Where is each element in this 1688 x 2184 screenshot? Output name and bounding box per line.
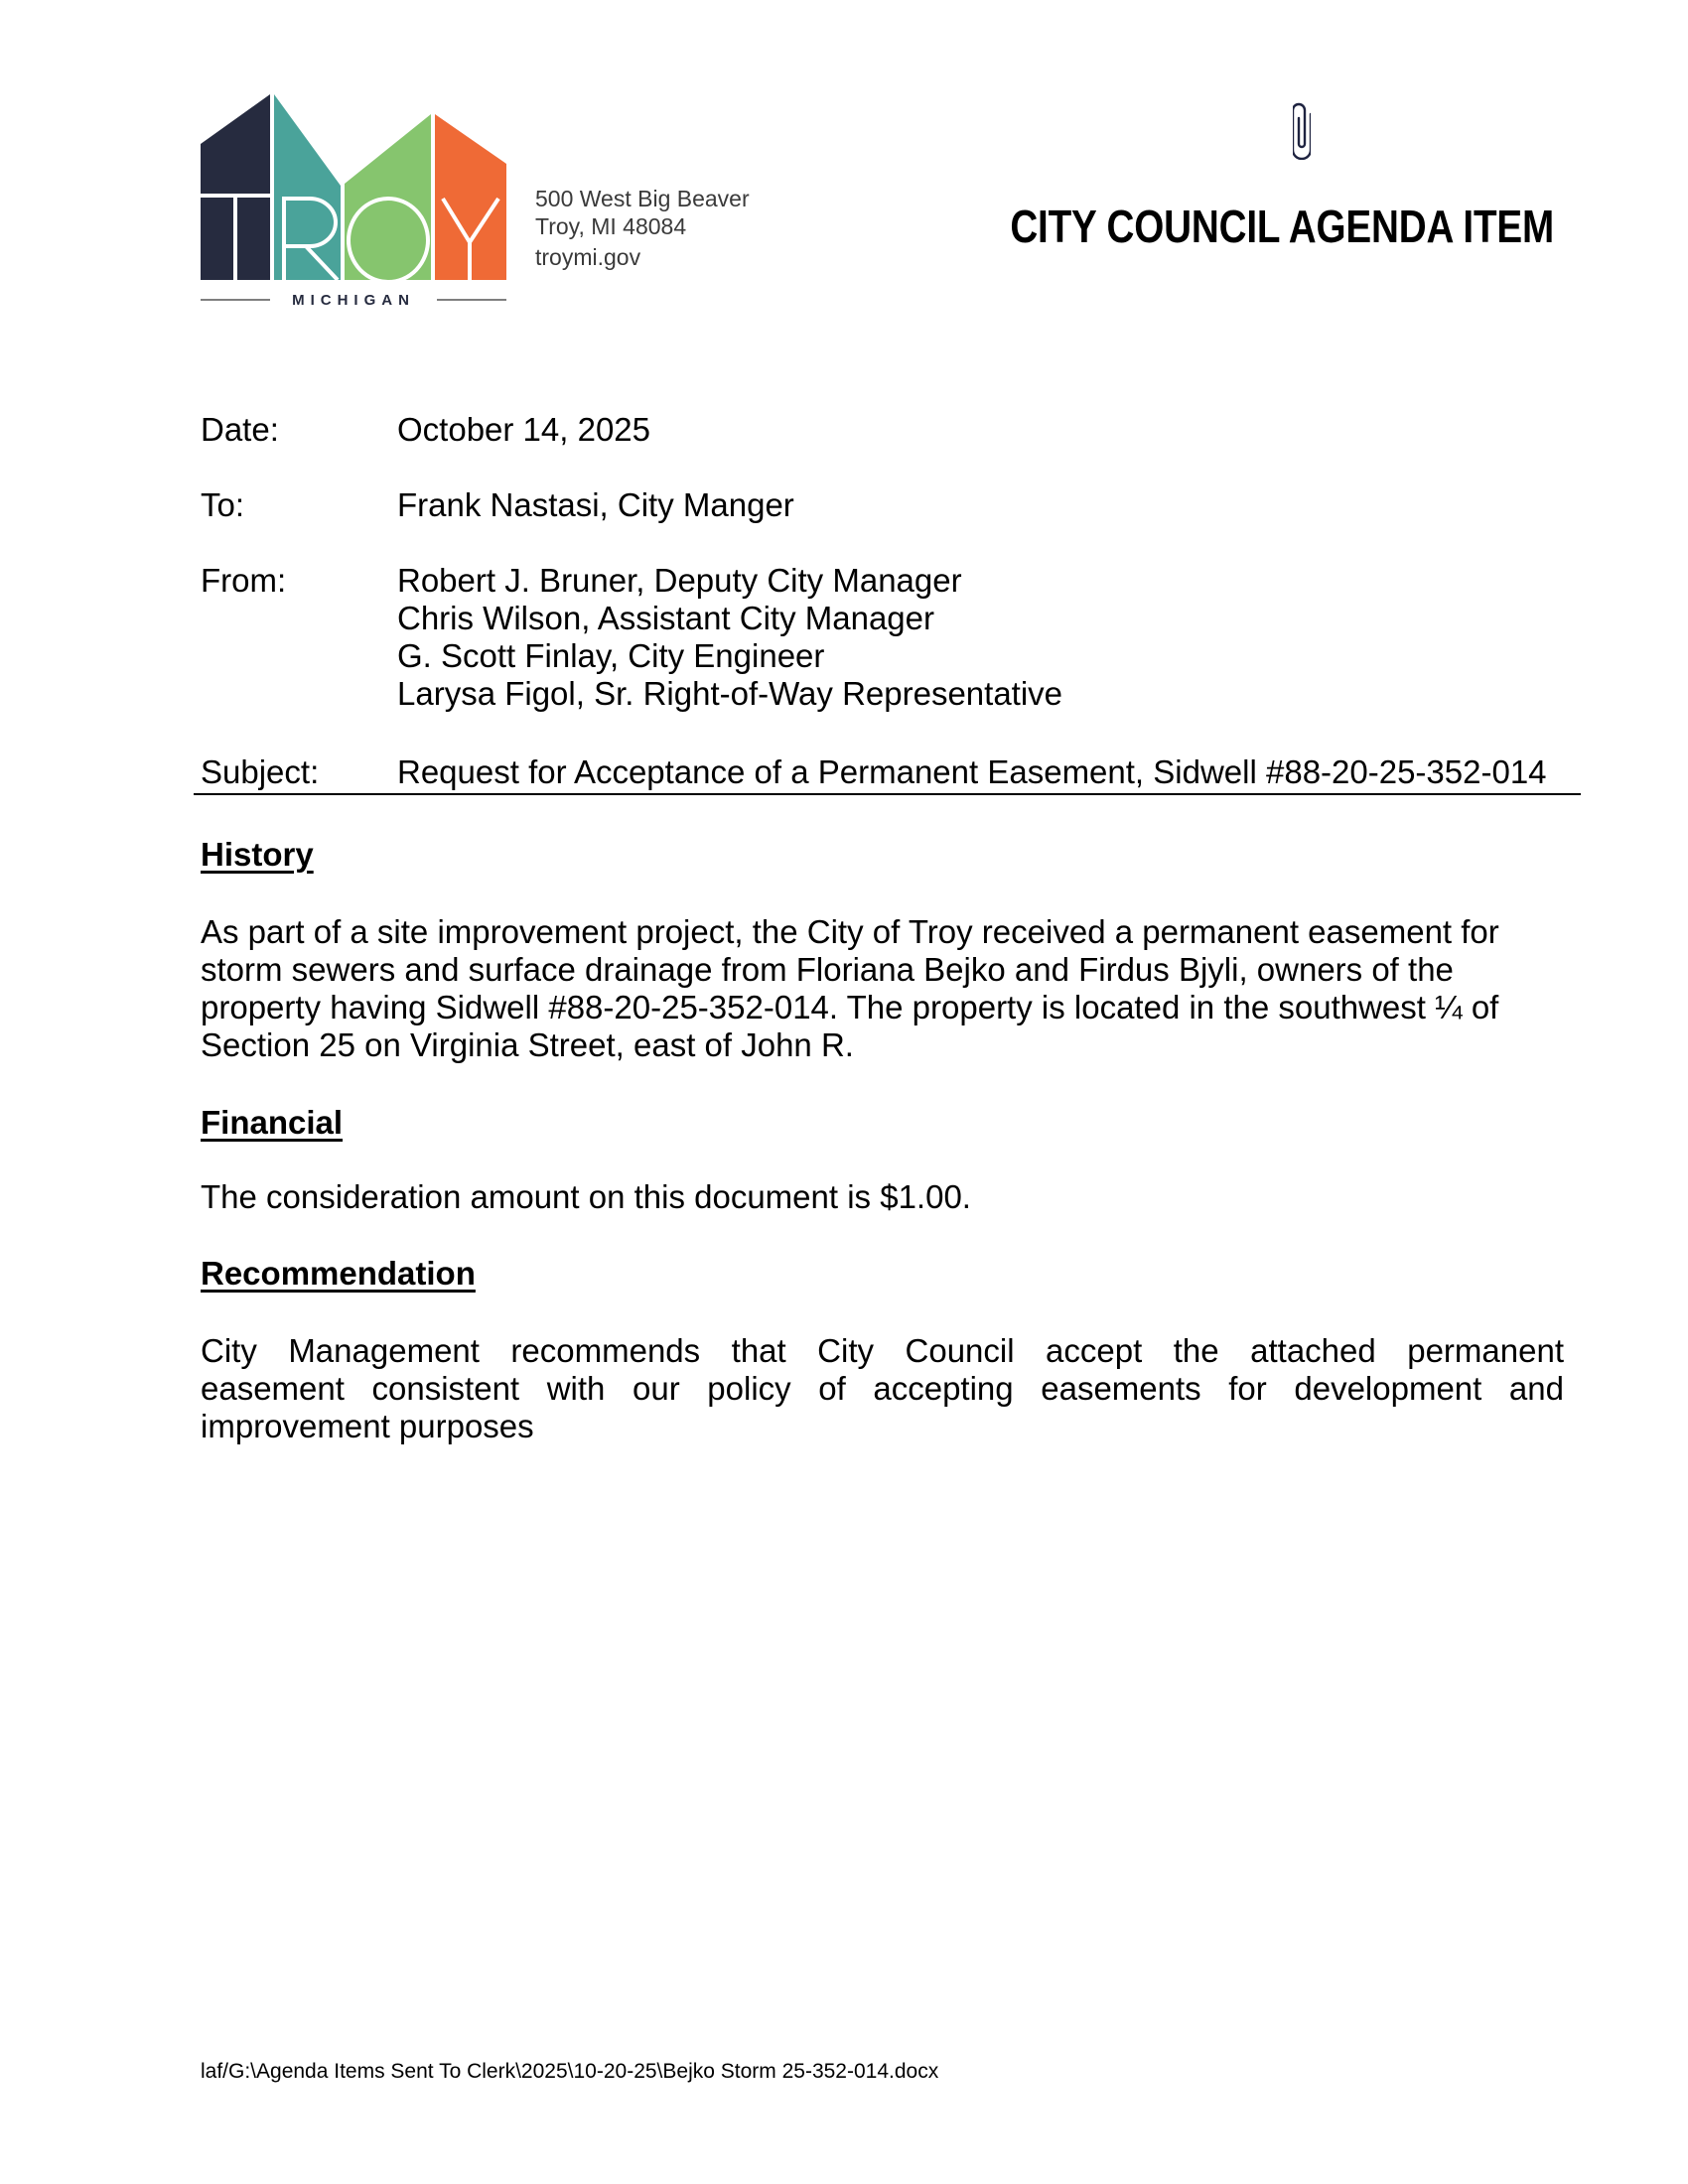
recommendation-paragraph xyxy=(201,1332,1564,1445)
history-line: property having Sidwell #88-20-25-352-014. The property is located in the southwest ¼ of xyxy=(201,989,1499,1025)
subject-divider xyxy=(194,793,1581,795)
from-list xyxy=(397,562,1062,713)
date-value: October 14, 2025 xyxy=(397,411,651,448)
from-name: Chris Wilson, Assistant City Manager xyxy=(397,600,935,636)
from-label: From: xyxy=(201,562,287,599)
history-line: storm sewers and surface drainage from Floriana Bejko and Firdus Bjyli, owners of the xyxy=(201,951,1454,988)
financial-text: The consideration amount on this document is $1.00. xyxy=(201,1178,971,1215)
date-label: Date: xyxy=(201,411,279,448)
from-name: Larysa Figol, Sr. Right-of-Way Representative xyxy=(397,675,1063,712)
to-label: To: xyxy=(201,486,245,523)
from-name: Robert J. Bruner, Deputy City Manager xyxy=(397,562,962,599)
address-website: troymi.gov xyxy=(535,244,641,270)
troy-michigan-logo xyxy=(199,91,508,310)
title-container xyxy=(799,199,1554,254)
address-line-2: Troy, MI 48084 xyxy=(535,213,687,239)
history-heading: History xyxy=(201,836,314,873)
recommendation-line: easement consistent with our policy of accepting easements for development and xyxy=(201,1370,1564,1407)
recommendation-line: City Management recommends that City Council accept the attached permanent xyxy=(201,1332,1564,1369)
subject-value: Request for Acceptance of a Permanent Easement, Sidwell #88-20-25-352-014 xyxy=(397,753,1547,790)
recommendation-heading: Recommendation xyxy=(201,1255,476,1292)
to-value: Frank Nastasi, City Manger xyxy=(397,486,794,523)
history-line: As part of a site improvement project, the City of Troy received a permanent easement for xyxy=(201,913,1499,950)
footer-file-path: laf/G:\Agenda Items Sent To Clerk\2025\10-20-25\Bejko Storm 25-352-014.docx xyxy=(201,2060,939,2083)
paperclip-icon[interactable] xyxy=(1293,100,1311,160)
logo-subtitle: MICHIGAN xyxy=(292,292,415,309)
subject-label: Subject: xyxy=(201,753,320,790)
financial-heading: Financial xyxy=(201,1104,344,1141)
page-title: CITY COUNCIL AGENDA ITEM xyxy=(1010,201,1554,252)
from-name: G. Scott Finlay, City Engineer xyxy=(397,637,825,674)
address-line-1: 500 West Big Beaver xyxy=(535,186,750,211)
recommendation-line: improvement purposes xyxy=(201,1408,534,1444)
history-line: Section 25 on Virginia Street, east of John R. xyxy=(201,1026,854,1063)
history-paragraph xyxy=(201,913,1499,1064)
